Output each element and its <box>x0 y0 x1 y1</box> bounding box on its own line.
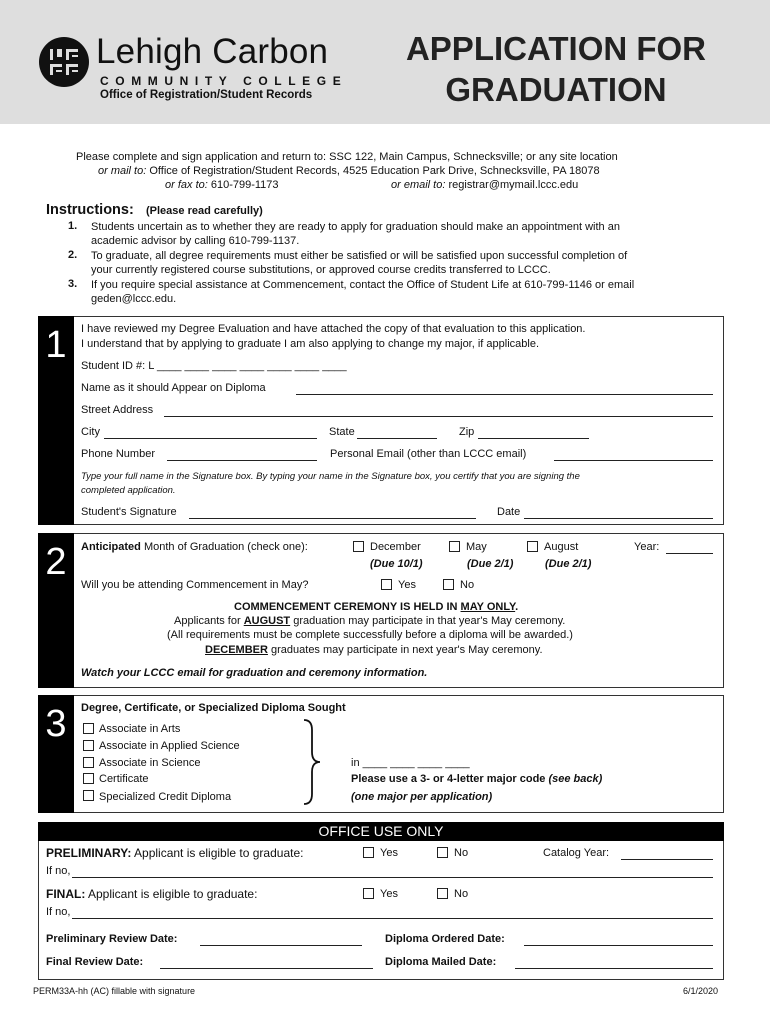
form-code: PERM33A-hh (AC) fillable with signature <box>33 986 196 996</box>
instruction-number: 3. <box>68 278 78 290</box>
instruction-text: your currently registered course substitutions, or approved course credits transferred to LCCC. <box>91 264 551 276</box>
august-label: August <box>544 541 579 553</box>
attending-yes-label: Yes <box>398 579 416 591</box>
preliminary-bold: PRELIMINARY: <box>46 846 132 860</box>
city-label: City <box>81 426 100 438</box>
preliminary-no-checkbox[interactable] <box>437 847 448 858</box>
form-title-line1: APPLICATION FOR <box>405 30 707 67</box>
may-due: (Due 2/1) <box>467 558 514 570</box>
section-number: 1 <box>45 324 67 366</box>
signature-label: Student's Signature <box>81 506 177 518</box>
attending-no-label: No <box>460 579 475 591</box>
specialized-diploma-label: Specialized Credit Diploma <box>99 791 232 803</box>
preliminary-label <box>46 846 303 860</box>
email-value: registrar@mymail.lccc.edu <box>445 179 579 191</box>
fax-value: 610-799-1173 <box>207 179 279 191</box>
ceremony-post: . <box>515 601 519 613</box>
instruction-number: 2. <box>68 249 78 261</box>
preliminary-rest: Applicant is eligible to graduate: <box>131 846 304 860</box>
may-checkbox[interactable] <box>449 541 460 552</box>
lccc-logo-icon <box>38 36 90 88</box>
august-word: AUGUST <box>243 615 291 627</box>
major-code-field[interactable]: in ____ ____ ____ ____ <box>351 757 470 769</box>
section-number: 3 <box>45 703 67 745</box>
office-name: Office of Registration/Student Records <box>100 89 313 101</box>
intro-line: Please complete and sign application and return to: SSC 122, Main Campus, Schnecksville; or any site location <box>76 151 618 163</box>
diploma-mailed-label: Diploma Mailed Date: <box>385 956 497 968</box>
attending-question: Will you be attending Commencement in May? <box>81 579 309 591</box>
signature-note: Type your full name in the Signature box. By typing your name in the Signature box, you certify that you are signing the <box>81 471 580 482</box>
anticipated-bold: Anticipated <box>81 541 141 553</box>
final-rest: Applicant is eligible to graduate: <box>85 887 258 901</box>
december-post: graduates may participate in next year's May ceremony. <box>267 644 543 656</box>
section-2-marker <box>38 533 74 688</box>
diploma-name-field[interactable] <box>296 382 713 395</box>
section-3-marker <box>38 695 74 813</box>
preliminary-review-field[interactable] <box>200 933 362 946</box>
attending-no-checkbox[interactable] <box>443 579 454 590</box>
anticipated-label <box>81 540 308 554</box>
certificate-label: Certificate <box>99 773 149 785</box>
associate-science-label: Associate in Science <box>99 757 201 769</box>
specialized-diploma-checkbox[interactable] <box>83 790 94 801</box>
signature-note: completed application. <box>81 485 176 496</box>
instruction-text: To graduate, all degree requirements must either be satisfied or will be satisfied upon successful completion of <box>91 250 628 262</box>
preliminary-no-label: No <box>454 847 469 859</box>
ceremony-may-only: MAY ONLY <box>460 601 516 613</box>
final-no-checkbox[interactable] <box>437 888 448 899</box>
instruction-text: If you require special assistance at Commencement, contact the Office of Student Life at 610-799-1146 or email <box>91 279 635 291</box>
state-field[interactable] <box>357 426 437 439</box>
diploma-name-label: Name as it should Appear on Diploma <box>81 382 266 394</box>
instructions-subheading: (Please read carefully) <box>146 205 263 217</box>
requirements-notice: (All requirements must be complete successfully before a diploma will be awarded.) <box>167 629 573 641</box>
associate-applied-science-checkbox[interactable] <box>83 740 94 751</box>
catalog-year-field[interactable] <box>621 847 713 860</box>
associate-applied-science-label: Associate in Applied Science <box>99 740 240 752</box>
final-review-field[interactable] <box>160 956 373 969</box>
form-title-line2: GRADUATION <box>445 71 667 108</box>
office-use-header: OFFICE USE ONLY <box>38 822 724 841</box>
if-no-label: If no, <box>46 906 71 918</box>
intro-fax-line <box>165 178 279 192</box>
mail-value: Office of Registration/Student Records, 4525 Education Park Drive, Schnecksville, PA 18078 <box>146 165 600 177</box>
august-checkbox[interactable] <box>527 541 538 552</box>
mail-label: or mail to: <box>98 165 147 177</box>
one-major-note: (one major per application) <box>351 791 493 803</box>
watch-email-notice: Watch your LCCC email for graduation and ceremony information. <box>81 667 428 679</box>
personal-email-label: Personal Email (other than LCCC email) <box>330 448 527 460</box>
instruction-text: Students uncertain as to whether they are ready to apply for graduation should make an appointment with an <box>91 221 620 233</box>
college-subtitle: COMMUNITY COLLEGE <box>100 74 348 88</box>
student-id-field[interactable]: Student ID #: L ____ ____ ____ ____ ____ ____ ____ <box>81 360 347 372</box>
associate-arts-label: Associate in Arts <box>99 723 181 735</box>
see-back-text: (see back) <box>548 773 603 785</box>
intro-mail-line <box>98 164 600 178</box>
attending-yes-checkbox[interactable] <box>381 579 392 590</box>
year-field[interactable] <box>666 541 713 554</box>
preliminary-if-no-field[interactable] <box>72 865 713 878</box>
august-due: (Due 2/1) <box>545 558 592 570</box>
preliminary-yes-checkbox[interactable] <box>363 847 374 858</box>
instruction-text: geden@lccc.edu. <box>91 293 177 305</box>
catalog-year-label: Catalog Year: <box>543 847 610 859</box>
certificate-checkbox[interactable] <box>83 773 94 784</box>
diploma-mailed-field[interactable] <box>515 956 713 969</box>
preliminary-yes-label: Yes <box>380 847 398 859</box>
city-field[interactable] <box>104 426 317 439</box>
phone-label: Phone Number <box>81 448 155 460</box>
final-label <box>46 887 257 901</box>
email-label: or email to: <box>391 179 446 191</box>
ceremony-notice <box>234 600 518 614</box>
instructions-heading: Instructions: <box>46 202 134 218</box>
ceremony-pre: COMMENCEMENT CEREMONY IS HELD IN <box>234 601 461 613</box>
associate-arts-checkbox[interactable] <box>83 723 94 734</box>
street-label: Street Address <box>81 404 154 416</box>
date-label: Date <box>497 506 521 518</box>
instruction-text: academic advisor by calling 610-799-1137. <box>91 235 300 247</box>
year-label: Year: <box>634 541 660 553</box>
december-word: DECEMBER <box>205 644 268 656</box>
college-name: Lehigh Carbon <box>96 32 329 71</box>
may-label: May <box>466 541 487 553</box>
date-field[interactable] <box>524 506 713 519</box>
diploma-ordered-label: Diploma Ordered Date: <box>385 933 505 945</box>
phone-field[interactable] <box>167 448 317 461</box>
form-title <box>383 28 729 110</box>
zip-label: Zip <box>459 426 475 438</box>
anticipated-rest: Month of Graduation (check one): <box>140 541 308 553</box>
final-review-label: Final Review Date: <box>46 956 144 968</box>
final-no-label: No <box>454 888 469 900</box>
understand-statement: I understand that by applying to graduate I am also applying to change my major, if applicable. <box>81 338 540 350</box>
review-statement: I have reviewed my Degree Evaluation and have attached the copy of that evaluation to this application. <box>81 323 586 335</box>
intro-email-line <box>391 178 578 192</box>
state-label: State <box>329 426 355 438</box>
section-number: 2 <box>45 541 67 583</box>
august-post: graduation may participate in that year's May ceremony. <box>290 615 566 627</box>
august-pre: Applicants for <box>174 615 244 627</box>
preliminary-review-label: Preliminary Review Date: <box>46 933 178 945</box>
december-checkbox[interactable] <box>353 541 364 552</box>
instruction-number: 1. <box>68 220 78 232</box>
diploma-ordered-field[interactable] <box>524 933 713 946</box>
august-notice <box>174 614 565 628</box>
street-field[interactable] <box>164 404 713 417</box>
final-yes-checkbox[interactable] <box>363 888 374 899</box>
major-note-text: Please use a 3- or 4-letter major code <box>351 773 549 785</box>
section-1-marker <box>38 316 74 525</box>
major-code-note <box>351 772 602 786</box>
signature-field[interactable] <box>189 506 476 519</box>
final-yes-label: Yes <box>380 888 398 900</box>
fax-label: or fax to: <box>165 179 208 191</box>
final-if-no-field[interactable] <box>72 906 713 919</box>
if-no-label: If no, <box>46 865 71 877</box>
final-bold: FINAL: <box>46 887 86 901</box>
form-date: 6/1/2020 <box>683 986 719 996</box>
degree-heading: Degree, Certificate, or Specialized Diploma Sought <box>81 702 346 714</box>
right-brace-icon <box>300 718 322 806</box>
december-notice <box>205 643 543 657</box>
zip-field[interactable] <box>478 426 589 439</box>
december-label: December <box>370 541 421 553</box>
personal-email-field[interactable] <box>554 448 713 461</box>
december-due: (Due 10/1) <box>370 558 423 570</box>
associate-science-checkbox[interactable] <box>83 757 94 768</box>
